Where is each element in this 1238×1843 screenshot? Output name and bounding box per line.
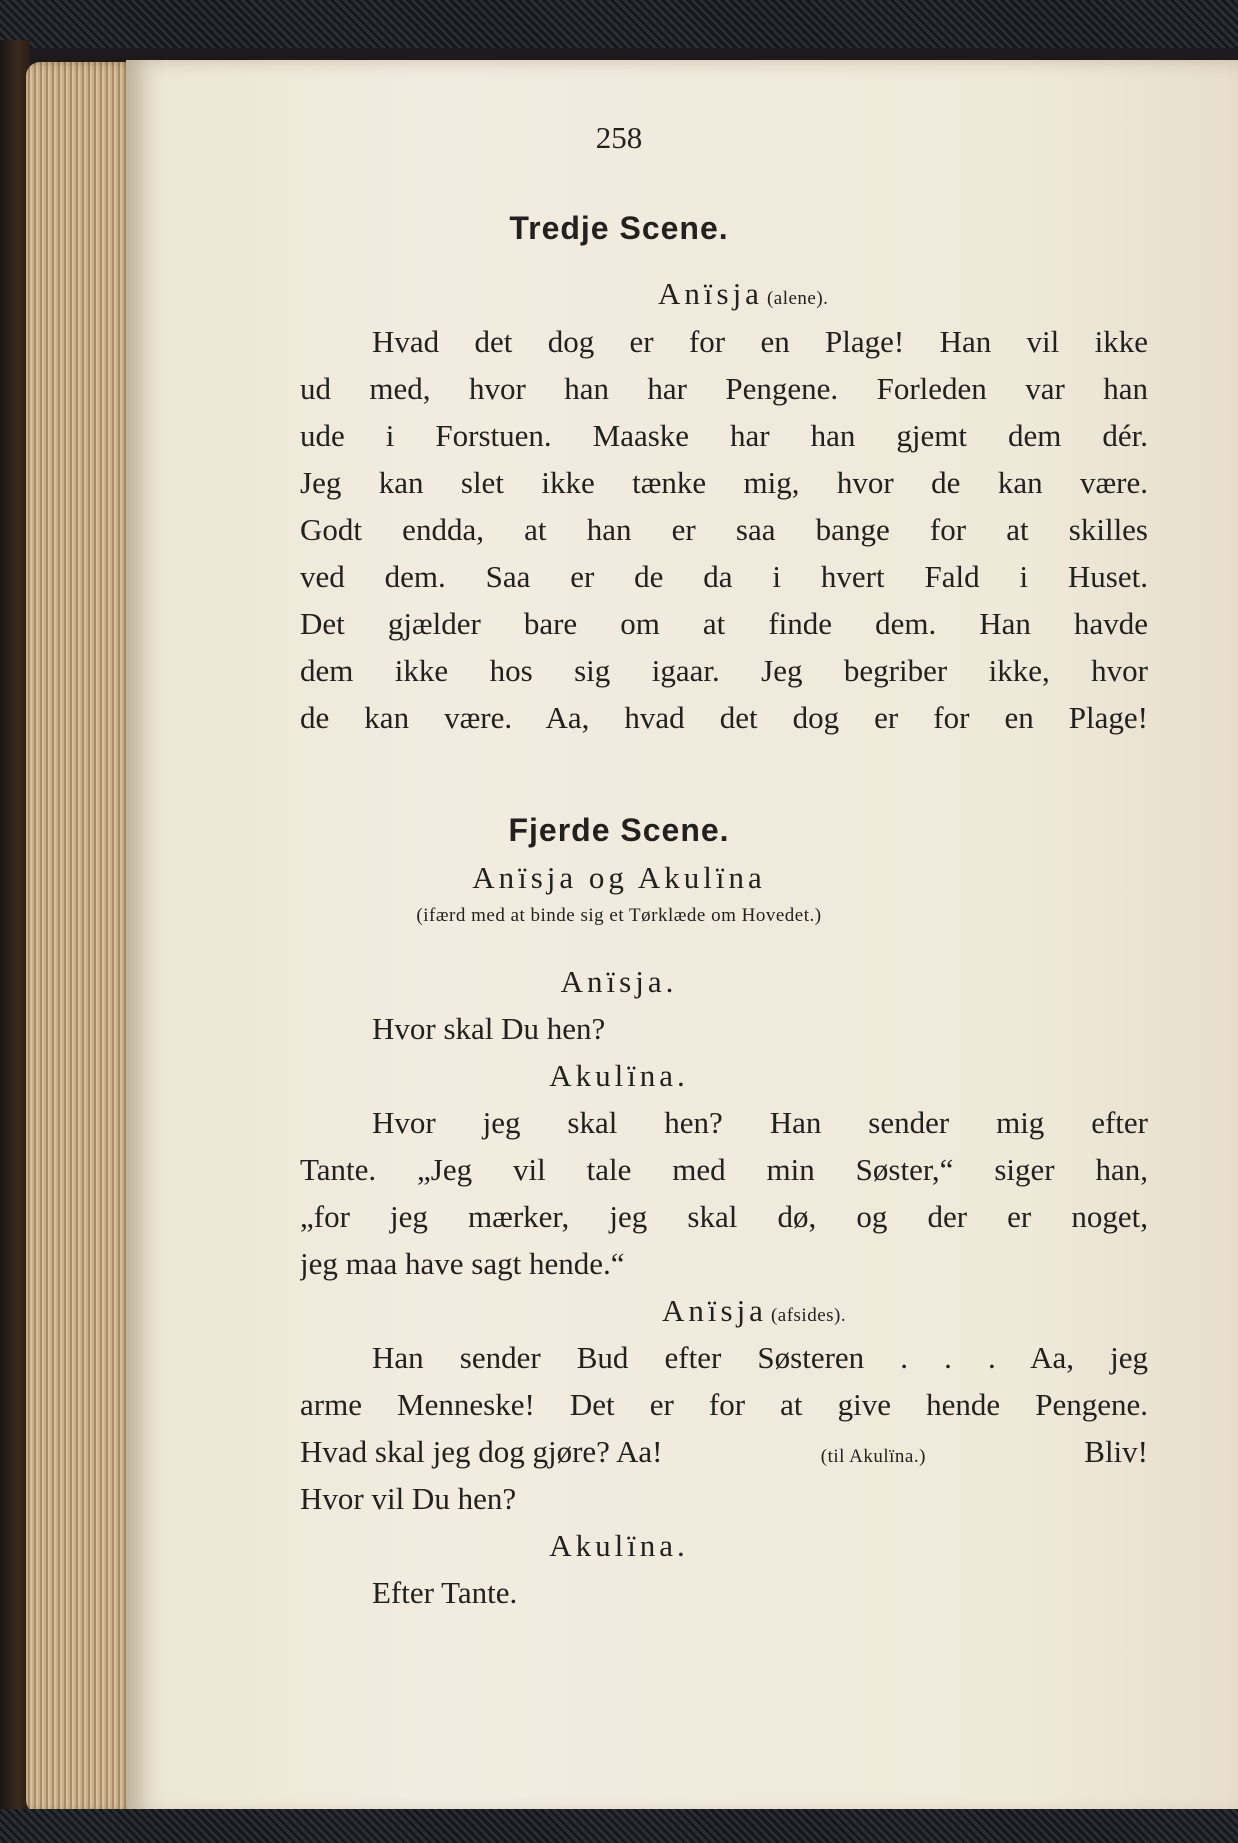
book-cover-cloth-top (0, 0, 1238, 48)
text-line: ude i Forstuen. Maaske har han gjemt dem dér. (300, 418, 1148, 453)
text-line: dem ikke hos sig igaar. Jeg begriber ikke, hvor (300, 653, 1148, 688)
speaker-anisja: Anïsja. (560, 964, 678, 999)
text-line: Hvor skal Du hen? (372, 1011, 606, 1046)
text-line: Hvor jeg skal hen? Han sender mig efter (372, 1105, 1148, 1140)
text-line: Hvor vil Du hen? (300, 1481, 517, 1516)
stage-direction: (alene). (766, 288, 829, 309)
stage-direction: (afsides). (770, 1305, 847, 1326)
speaker-name: Anïsja (662, 1293, 767, 1328)
text-line: „for jeg mærker, jeg skal dø, og der er noget, (300, 1199, 1148, 1234)
text-line: Godt endda, at han er saa bange for at skilles (300, 512, 1148, 547)
scene-characters: Anïsja og Akulïna (472, 860, 766, 895)
speaker-akulina: Akulïna. (549, 1058, 689, 1093)
text-fragment: Bliv! (1084, 1434, 1148, 1469)
text-line: Han sender Bud efter Søsteren . . . Aa, jeg (372, 1340, 1148, 1375)
speaker-akulina: Akulïna. (549, 1528, 689, 1563)
text-line: arme Menneske! Det er for at give hende Pengene. (300, 1387, 1148, 1422)
scene-heading-3: Tredje Scene. (509, 210, 729, 246)
speaker-anisja-afsides (662, 1293, 846, 1329)
text-line: jeg maa have sagt hende.“ (300, 1246, 625, 1281)
scene-heading-4: Fjerde Scene. (508, 812, 730, 848)
text-line: ud med, hvor han har Pengene. Forleden var han (300, 371, 1148, 406)
page-number: 258 (595, 120, 643, 155)
text-line: ved dem. Saa er de da i hvert Fald i Huset. (300, 559, 1148, 594)
text-fragment: Hvad skal jeg dog gjøre? Aa! (300, 1434, 663, 1469)
stage-direction: (til Akulïna.) (820, 1446, 926, 1467)
text-line: de kan være. Aa, hvad det dog er for en Plage! (300, 700, 1148, 735)
text-line: Det gjælder bare om at finde dem. Han havde (300, 606, 1148, 641)
book-cover-cloth-bottom (0, 1809, 1238, 1843)
text-line: Efter Tante. (372, 1575, 518, 1610)
text-line: Jeg kan slet ikke tænke mig, hvor de kan være. (300, 465, 1148, 500)
stage-direction: (ifærd med at binde sig et Tørklæde om Hovedet.) (416, 905, 822, 926)
text-line: Hvad det dog er for en Plage! Han vil ikke (372, 324, 1148, 359)
text-line (300, 1434, 1148, 1470)
speaker-anisja (658, 276, 828, 312)
speaker-name: Anïsja (658, 276, 763, 311)
text-line: Tante. „Jeg vil tale med min Søster,“ siger han, (300, 1152, 1148, 1187)
